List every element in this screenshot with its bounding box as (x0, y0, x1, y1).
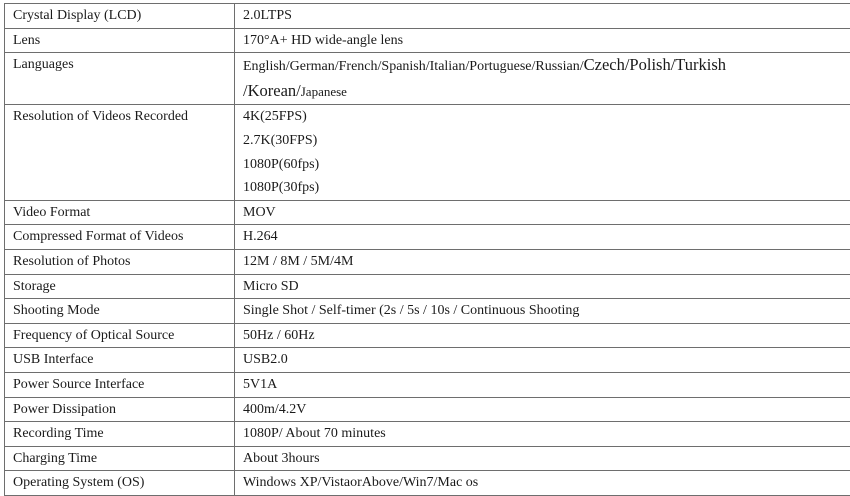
spec-value-line: MOV (243, 201, 846, 225)
spec-value-languages (235, 53, 850, 105)
spec-value (235, 372, 850, 397)
spec-value (235, 446, 850, 471)
spec-label: Charging Time (5, 446, 235, 471)
spec-value-line: About 3hours (243, 447, 846, 471)
table-row (5, 323, 850, 348)
spec-value-line: 170°A+ HD wide-angle lens (243, 29, 846, 53)
spec-label: Shooting Mode (5, 299, 235, 324)
table-row (5, 348, 850, 373)
spec-label: USB Interface (5, 348, 235, 373)
spec-value-line: 4K(25FPS) (243, 105, 846, 129)
table-row (5, 422, 850, 447)
table-row (5, 28, 850, 53)
spec-value-line: H.264 (243, 225, 846, 249)
table-row (5, 274, 850, 299)
spec-value (235, 225, 850, 250)
spec-label: Recording Time (5, 422, 235, 447)
languages-text: /Korean/ (243, 81, 301, 100)
spec-value-line: Windows XP/VistaorAbove/Win7/Mac os (243, 471, 846, 495)
spec-label: Resolution of Photos (5, 249, 235, 274)
languages-line-1 (243, 53, 846, 79)
spec-value (235, 200, 850, 225)
spec-value-line: 1080P(60fps) (243, 153, 846, 177)
spec-value-line: 2.0LTPS (243, 4, 846, 28)
spec-value-line: 1080P(30fps) (243, 176, 846, 200)
spec-value (235, 348, 850, 373)
spec-value (235, 422, 850, 447)
spec-value-line: Single Shot / Self-timer (2s / 5s / 10s / Continuous Shooting (243, 299, 846, 323)
table-row (5, 4, 850, 29)
languages-text: English/German/French/Spanish/Italian/Portuguese/Russian/ (243, 59, 584, 74)
spec-value-line: USB2.0 (243, 348, 846, 372)
spec-label: Resolution of Videos Recorded (5, 105, 235, 200)
spec-value-line: 12M / 8M / 5M/4M (243, 250, 846, 274)
spec-label: Storage (5, 274, 235, 299)
spec-value-line: 5V1A (243, 373, 846, 397)
table-row (5, 105, 850, 200)
table-row (5, 299, 850, 324)
spec-value-line: 1080P/ About 70 minutes (243, 422, 846, 446)
spec-value (235, 299, 850, 324)
spec-label: Lens (5, 28, 235, 53)
table-row (5, 225, 850, 250)
table-row (5, 249, 850, 274)
spec-label: Compressed Format of Videos (5, 225, 235, 250)
table-row (5, 397, 850, 422)
spec-label: Power Dissipation (5, 397, 235, 422)
table-row (5, 53, 850, 105)
spec-value-line: 400m/4.2V (243, 398, 846, 422)
spec-label: Frequency of Optical Source (5, 323, 235, 348)
languages-text: Czech/Polish/Turkish (584, 55, 726, 74)
spec-value (235, 471, 850, 496)
spec-value (235, 28, 850, 53)
table-row (5, 372, 850, 397)
spec-label: Operating System (OS) (5, 471, 235, 496)
table-row (5, 471, 850, 496)
spec-value-line: 50Hz / 60Hz (243, 324, 846, 348)
spec-table (4, 3, 850, 496)
spec-value (235, 323, 850, 348)
spec-label: Video Format (5, 200, 235, 225)
table-row (5, 446, 850, 471)
spec-label: Languages (5, 53, 235, 105)
spec-label: Crystal Display (LCD) (5, 4, 235, 29)
spec-value (235, 105, 850, 200)
spec-value (235, 274, 850, 299)
languages-line-2 (243, 79, 846, 105)
languages-text: Japanese (301, 84, 347, 99)
table-row (5, 200, 850, 225)
spec-value-line: Micro SD (243, 275, 846, 299)
spec-label: Power Source Interface (5, 372, 235, 397)
spec-value (235, 397, 850, 422)
spec-value (235, 4, 850, 29)
spec-value-line: 2.7K(30FPS) (243, 129, 846, 153)
spec-value (235, 249, 850, 274)
